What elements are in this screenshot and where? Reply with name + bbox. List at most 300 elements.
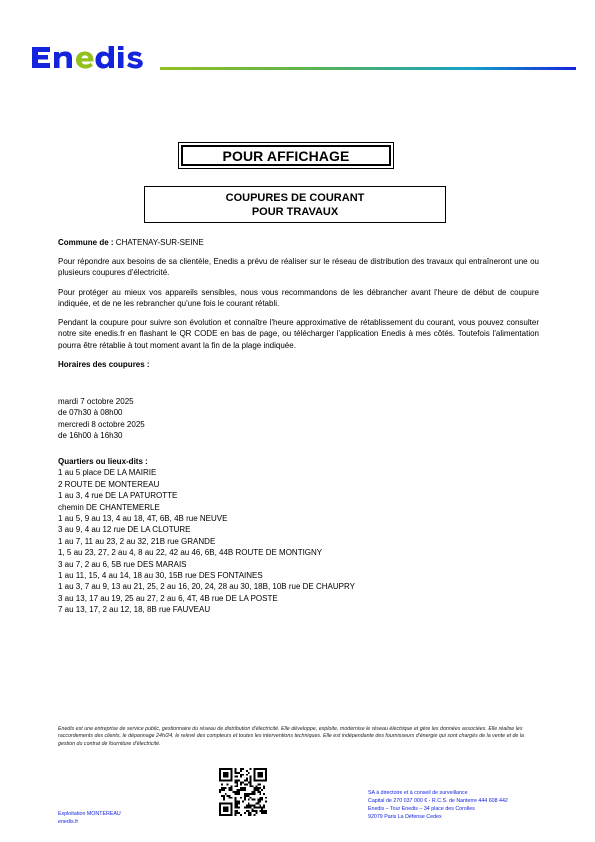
qr-module xyxy=(227,814,229,816)
qr-module xyxy=(254,768,256,770)
qr-module xyxy=(238,793,240,795)
quartiers-section xyxy=(58,456,355,616)
exploitation-name: Exploitation MONTEREAU xyxy=(58,811,121,817)
list-item: 3 au 7, 2 au 6, 5B rue DES MARAIS xyxy=(58,559,187,569)
qr-module xyxy=(231,770,233,772)
qr-module xyxy=(242,774,244,776)
qr-module xyxy=(236,793,238,795)
paragraph-intro: Pour répondre aux besoins de sa clientèle, Enedis a prévu de réaliser sur le réseau de distribution des travaux qui entraîneront une ou plusieurs coupures d'électricité. xyxy=(58,257,539,278)
qr-module xyxy=(223,808,225,810)
qr-module xyxy=(221,787,223,789)
quartiers-label: Quartiers ou lieux-dits : xyxy=(58,457,148,466)
qr-module xyxy=(223,814,225,816)
company-line-2: Capital de 270 037 000 € - R.C.S. de Nanterre 444 608 442 xyxy=(368,798,508,804)
qr-module xyxy=(254,814,256,816)
qr-module xyxy=(227,780,229,782)
qr-module xyxy=(223,799,225,801)
qr-module xyxy=(240,781,242,783)
qr-module xyxy=(219,789,221,791)
qr-module xyxy=(236,791,238,793)
qr-module xyxy=(219,776,221,778)
qr-module xyxy=(252,785,254,787)
qr-module xyxy=(219,810,221,812)
qr-module xyxy=(236,804,238,806)
qr-module xyxy=(250,783,252,785)
qr-module xyxy=(223,795,225,797)
qr-module xyxy=(265,776,267,778)
qr-module xyxy=(227,768,229,770)
qr-module xyxy=(246,780,248,782)
qr-module xyxy=(234,812,236,814)
qr-module xyxy=(225,814,227,816)
qr-module xyxy=(236,810,238,812)
commune-line xyxy=(58,237,538,248)
qr-module xyxy=(231,808,233,810)
qr-module xyxy=(227,795,229,797)
qr-module xyxy=(250,768,252,770)
qr-module xyxy=(221,780,223,782)
qr-module xyxy=(238,801,240,803)
qr-module xyxy=(261,772,263,774)
qr-module xyxy=(234,806,236,808)
commune-label: Commune de : xyxy=(58,238,114,247)
qr-module xyxy=(234,785,236,787)
qr-module xyxy=(259,804,261,806)
qr-module xyxy=(255,780,257,782)
list-item: 1 au 11, 15, 4 au 14, 18 au 30, 15B rue DES FONTAINES xyxy=(58,571,263,581)
qr-module xyxy=(259,799,261,801)
qr-module xyxy=(254,780,256,782)
qr-module xyxy=(263,804,265,806)
qr-module xyxy=(252,804,254,806)
qr-module xyxy=(261,780,263,782)
qr-module xyxy=(265,810,267,812)
qr-module xyxy=(244,812,246,814)
qr-module xyxy=(225,808,227,810)
qr-module xyxy=(248,795,250,797)
qr-module xyxy=(265,774,267,776)
qr-module xyxy=(238,772,240,774)
list-item: 3 au 9, 4 au 12 rue DE LA CLOTURE xyxy=(58,525,191,535)
qr-module xyxy=(246,783,248,785)
qr-module xyxy=(263,780,265,782)
qr-module xyxy=(244,799,246,801)
qr-module xyxy=(248,781,250,783)
qr-module xyxy=(242,768,244,770)
qr-module xyxy=(229,787,231,789)
qr-module xyxy=(248,810,250,812)
schedule-date-2: mercredi 8 octobre 2025 xyxy=(58,419,145,429)
qr-module xyxy=(234,770,236,772)
qr-module xyxy=(265,768,267,770)
qr-module xyxy=(223,810,225,812)
qr-module xyxy=(255,789,257,791)
list-item: 1 au 3, 4 rue DE LA PATUROTTE xyxy=(58,491,178,501)
qr-module xyxy=(257,803,259,805)
qr-module xyxy=(223,797,225,799)
qr-module xyxy=(231,806,233,808)
qr-module xyxy=(244,795,246,797)
qr-module xyxy=(236,781,238,783)
qr-module xyxy=(255,787,257,789)
qr-module xyxy=(259,797,261,799)
list-item: 1 au 5 place DE LA MAIRIE xyxy=(58,468,157,478)
enedis-logo-icon xyxy=(30,44,156,70)
qr-module xyxy=(265,770,267,772)
qr-module xyxy=(229,780,231,782)
qr-module xyxy=(261,799,263,801)
qr-module xyxy=(244,806,246,808)
qr-module xyxy=(259,780,261,782)
qr-module xyxy=(255,785,257,787)
qr-module xyxy=(219,791,221,793)
qr-module xyxy=(263,812,265,814)
qr-module xyxy=(246,795,248,797)
qr-module xyxy=(231,803,233,805)
qr-module xyxy=(231,776,233,778)
qr-module xyxy=(250,780,252,782)
qr-module xyxy=(240,814,242,816)
qr-module xyxy=(219,803,221,805)
qr-module xyxy=(234,814,236,816)
qr-module xyxy=(231,814,233,816)
qr-module xyxy=(259,793,261,795)
qr-module xyxy=(223,768,225,770)
qr-module xyxy=(236,806,238,808)
list-item: 1 au 5, 9 au 13, 4 au 18, 4T, 6B, 4B rue NEUVE xyxy=(58,514,228,524)
list-item: 1 au 7, 11 au 23, 2 au 32, 21B rue GRANDE xyxy=(58,536,216,546)
qr-module xyxy=(234,791,236,793)
qr-module xyxy=(236,783,238,785)
qr-module xyxy=(242,801,244,803)
paragraph-follow-up: Pendant la coupure pour suivre son évolution et connaître l'heure approximative de rétablissement du courant, vous pouvez consulter notre site enedis.fr en flashant le QR CODE en bas de page, ou télécharger l'application Enedis à mes côtés. Toutefois l'alimentation pourra être rétablie à tout moment avant la fin de la plage indiquée. xyxy=(58,318,539,350)
qr-module xyxy=(227,806,229,808)
qr-module xyxy=(219,780,221,782)
qr-module xyxy=(244,787,246,789)
qr-module xyxy=(225,810,227,812)
qr-module xyxy=(252,808,254,810)
qr-module xyxy=(246,806,248,808)
qr-module xyxy=(236,776,238,778)
qr-module xyxy=(234,803,236,805)
qr-module xyxy=(254,772,256,774)
schedule-time-2: de 16h00 à 16h30 xyxy=(58,431,123,441)
qr-module xyxy=(227,776,229,778)
qr-module xyxy=(257,801,259,803)
qr-module xyxy=(223,789,225,791)
qr-module xyxy=(261,774,263,776)
qr-module xyxy=(255,812,257,814)
qr-module xyxy=(244,783,246,785)
schedule-date-1: mardi 7 octobre 2025 xyxy=(58,397,134,406)
qr-module xyxy=(246,770,248,772)
qr-module xyxy=(240,789,242,791)
qr-module xyxy=(236,785,238,787)
qr-module xyxy=(227,774,229,776)
qr-module xyxy=(225,768,227,770)
qr-module xyxy=(238,780,240,782)
qr-module xyxy=(252,799,254,801)
qr-module xyxy=(254,791,256,793)
qr-module xyxy=(250,776,252,778)
qr-module xyxy=(257,806,259,808)
list-item: chemin DE CHANTEMERLE xyxy=(58,502,160,512)
qr-module xyxy=(265,772,267,774)
qr-module xyxy=(263,785,265,787)
qr-module xyxy=(227,783,229,785)
qr-module xyxy=(221,783,223,785)
schedule-list xyxy=(58,396,145,442)
horaires-label: Horaires des coupures : xyxy=(58,360,150,369)
qr-module xyxy=(234,799,236,801)
qr-module xyxy=(221,789,223,791)
qr-module xyxy=(231,774,233,776)
qr-module xyxy=(231,804,233,806)
qr-module xyxy=(231,768,233,770)
qr-module xyxy=(229,768,231,770)
qr-module xyxy=(254,793,256,795)
qr-module xyxy=(255,768,257,770)
qr-module xyxy=(234,772,236,774)
qr-module xyxy=(250,797,252,799)
qr-module xyxy=(254,776,256,778)
qr-code[interactable] xyxy=(219,768,267,816)
qr-module xyxy=(231,778,233,780)
qr-module xyxy=(250,804,252,806)
qr-module xyxy=(259,783,261,785)
qr-module xyxy=(221,768,223,770)
qr-module xyxy=(257,791,259,793)
qr-module xyxy=(221,814,223,816)
qr-module xyxy=(221,795,223,797)
qr-module xyxy=(252,810,254,812)
qr-module xyxy=(234,776,236,778)
qr-module xyxy=(240,776,242,778)
header-gradient-line xyxy=(160,67,576,70)
qr-module xyxy=(254,789,256,791)
qr-module xyxy=(234,768,236,770)
qr-module xyxy=(238,791,240,793)
qr-module xyxy=(231,780,233,782)
qr-module xyxy=(250,781,252,783)
qr-module xyxy=(219,806,221,808)
qr-module xyxy=(265,778,267,780)
qr-module xyxy=(259,774,261,776)
qr-module xyxy=(240,768,242,770)
qr-module xyxy=(236,812,238,814)
qr-module xyxy=(225,806,227,808)
qr-module xyxy=(223,806,225,808)
qr-module xyxy=(250,812,252,814)
qr-module xyxy=(242,781,244,783)
qr-module xyxy=(223,772,225,774)
qr-module xyxy=(261,808,263,810)
qr-module xyxy=(231,785,233,787)
qr-module xyxy=(223,774,225,776)
qr-module xyxy=(219,774,221,776)
qr-module xyxy=(259,772,261,774)
qr-module xyxy=(257,783,259,785)
subtitle-line-2: POUR TRAVAUX xyxy=(251,206,339,218)
qr-module xyxy=(248,799,250,801)
qr-module xyxy=(240,797,242,799)
qr-module xyxy=(234,797,236,799)
qr-module xyxy=(259,806,261,808)
qr-module xyxy=(240,787,242,789)
qr-module xyxy=(225,774,227,776)
list-item: 7 au 13, 17, 2 au 12, 18, 8B rue FAUVEAU xyxy=(58,605,211,615)
qr-module xyxy=(242,789,244,791)
qr-module xyxy=(259,791,261,793)
qr-module xyxy=(254,810,256,812)
qr-module xyxy=(254,799,256,801)
qr-module xyxy=(265,812,267,814)
qr-module xyxy=(223,787,225,789)
qr-module xyxy=(234,780,236,782)
qr-module xyxy=(234,793,236,795)
qr-module xyxy=(261,768,263,770)
qr-module xyxy=(244,789,246,791)
qr-module xyxy=(263,810,265,812)
subtitle-line-1: COUPURES DE COURANT xyxy=(225,192,365,204)
qr-module xyxy=(225,787,227,789)
qr-module xyxy=(219,768,221,770)
qr-module xyxy=(246,810,248,812)
list-item: 2 ROUTE DE MONTEREAU xyxy=(58,479,160,489)
qr-module xyxy=(234,810,236,812)
qr-module xyxy=(244,780,246,782)
qr-module xyxy=(219,814,221,816)
qr-module xyxy=(238,812,240,814)
qr-module xyxy=(225,803,227,805)
qr-module xyxy=(219,770,221,772)
qr-module xyxy=(257,787,259,789)
qr-module xyxy=(265,801,267,803)
qr-module xyxy=(236,772,238,774)
qr-module xyxy=(219,804,221,806)
qr-module xyxy=(259,801,261,803)
qr-module xyxy=(221,803,223,805)
qr-module xyxy=(238,806,240,808)
qr-module xyxy=(248,804,250,806)
qr-module xyxy=(257,799,259,801)
qr-module xyxy=(225,776,227,778)
qr-module xyxy=(257,768,259,770)
paragraph-protection: Pour protéger au mieux vos appareils sensibles, nous vous recommandons de les débrancher avant l'heure de début de coupure indiquée, et de ne les rebrancher qu'une fois le courant rétabli. xyxy=(58,288,539,309)
qr-module xyxy=(219,772,221,774)
qr-module xyxy=(252,791,254,793)
footer-legal-note: Enedis est une entreprise de service public, gestionnaire du réseau de distribution d'électricité. Elle développe, exploite, modernise le réseau électrique et gère les données associées. Elle réalise les raccordements des clients, le dépannage 24h/24, le relevé des compteurs et toutes les interventions techniques. Elle est indépendante des fournisseurs d'énergie qui sont chargés de la vente et de la gestion du contrat de fourniture d'électricité. xyxy=(58,726,524,747)
qr-module xyxy=(259,810,261,812)
company-line-1: SA à directoire et à conseil de surveillance xyxy=(368,790,468,796)
qr-module xyxy=(254,778,256,780)
qr-module xyxy=(259,776,261,778)
qr-module xyxy=(246,793,248,795)
qr-module xyxy=(229,789,231,791)
qr-module xyxy=(265,780,267,782)
qr-module xyxy=(250,785,252,787)
qr-module xyxy=(219,812,221,814)
qr-module xyxy=(234,804,236,806)
list-item: 3 au 13, 17 au 19, 25 au 27, 2 au 6, 4T, 4B rue DE LA POSTE xyxy=(58,593,278,603)
qr-module xyxy=(231,810,233,812)
qr-module xyxy=(240,770,242,772)
qr-module xyxy=(254,770,256,772)
qr-module xyxy=(246,778,248,780)
qr-module xyxy=(257,789,259,791)
qr-module xyxy=(250,793,252,795)
company-line-4: 92079 Paris La Défense Cedex xyxy=(368,814,442,820)
website-link[interactable]: enedis.fr xyxy=(58,819,79,825)
qr-module xyxy=(250,778,252,780)
qr-module xyxy=(242,787,244,789)
qr-code-icon[interactable] xyxy=(219,768,267,816)
qr-module xyxy=(257,772,259,774)
qr-module xyxy=(254,806,256,808)
enedis-logo xyxy=(30,44,156,70)
footer-company-info xyxy=(368,789,508,821)
qr-module xyxy=(261,797,263,799)
qr-module xyxy=(231,797,233,799)
qr-module xyxy=(261,812,263,814)
qr-module xyxy=(246,804,248,806)
qr-module xyxy=(219,808,221,810)
qr-module xyxy=(227,808,229,810)
qr-module xyxy=(231,789,233,791)
qr-module xyxy=(255,803,257,805)
qr-module xyxy=(263,768,265,770)
qr-module xyxy=(236,780,238,782)
qr-module xyxy=(240,783,242,785)
qr-module xyxy=(234,781,236,783)
qr-module xyxy=(238,803,240,805)
qr-module xyxy=(236,789,238,791)
qr-module xyxy=(257,776,259,778)
qr-module xyxy=(223,803,225,805)
qr-module xyxy=(244,793,246,795)
qr-module xyxy=(229,814,231,816)
qr-module xyxy=(229,797,231,799)
qr-module xyxy=(261,789,263,791)
qr-module xyxy=(255,810,257,812)
qr-module xyxy=(223,780,225,782)
qr-module xyxy=(225,780,227,782)
qr-module xyxy=(250,814,252,816)
company-line-3: Enedis – Tour Enedis – 34 place des Corolles xyxy=(368,806,475,812)
qr-module xyxy=(259,768,261,770)
qr-module xyxy=(257,780,259,782)
qr-module xyxy=(225,772,227,774)
qr-module xyxy=(227,803,229,805)
qr-module xyxy=(227,810,229,812)
qr-module xyxy=(254,774,256,776)
qr-module xyxy=(240,774,242,776)
qr-module xyxy=(223,776,225,778)
qr-module xyxy=(232,791,234,793)
footer-exploitation xyxy=(58,810,121,826)
qr-module xyxy=(219,778,221,780)
qr-module xyxy=(254,787,256,789)
qr-module xyxy=(246,774,248,776)
qr-module xyxy=(252,793,254,795)
qr-module xyxy=(248,806,250,808)
list-item: 1, 5 au 23, 27, 2 au 4, 8 au 22, 42 au 46, 6B, 44B ROUTE DE MONTIGNY xyxy=(58,548,323,558)
qr-module xyxy=(231,787,233,789)
qr-module xyxy=(250,806,252,808)
subtitle-box xyxy=(144,186,446,223)
qr-module xyxy=(248,803,250,805)
qr-module xyxy=(238,789,240,791)
